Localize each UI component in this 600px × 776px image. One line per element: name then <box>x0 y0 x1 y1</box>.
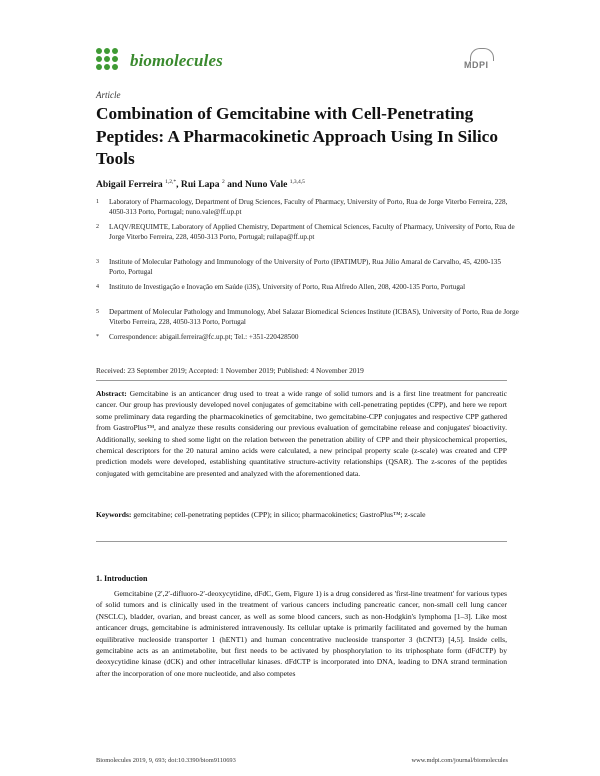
publisher-logo <box>462 48 502 76</box>
abstract <box>96 388 507 479</box>
affiliation-text: LAQV/REQUIMTE, Laboratory of Applied Chemistry, Department of Chemical Sciences, Faculty of Pharmacy, University of Porto, Rua de Jorge Viterbo Ferreira, 228, 4050-313 Porto, Portugal; ruilapa@ff.up.pt <box>109 223 515 242</box>
affiliation-number: 1 <box>96 199 99 205</box>
author-name: Rui Lapa <box>180 179 220 191</box>
author-name: Nuno Vale <box>244 179 288 191</box>
abstract-label: Abstract: <box>96 389 127 398</box>
affiliation-text: Institute of Molecular Pathology and Immunology of the University of Porto (IPATIMUP), Rua Júlio Amaral de Carvalho, 45, 4200-135 Porto, Portugal <box>109 258 501 277</box>
divider <box>96 380 507 381</box>
footer-citation: Biomolecules 2019, 9, 693; doi:10.3390/biom9110693 <box>96 757 236 764</box>
affiliation-item <box>96 282 520 303</box>
section-heading: 1. Introduction <box>96 574 148 583</box>
author-name: Abigail Ferreira <box>96 179 163 191</box>
affiliation-text: Department of Molecular Pathology and Immunology, Abel Salazar Biomedical Sciences Institute (ICBAS), University of Porto, Rua de Jorge Viterbo Ferreira, 228, 4050-313 Porto, Portugal <box>109 308 519 327</box>
footer-url[interactable]: www.mdpi.com/journal/biomolecules <box>411 757 508 764</box>
abstract-text: Gemcitabine is an anticancer drug used to treat a wide range of solid tumors and is a first line treatment for pancreatic cancer. Our group has previously developed novel conjugates of gemcitabine with cell-penetrating peptides (CPP), and here we report some preliminary data regarding the pharmacokinetics of gemcitabine, two gemcitabine-CPP conjugates and respective CPP gathered from GastroPlus™, and analyze these results considering our previous evaluation of gemcitabine release and conjugates' bioactivity. Additionally, seeking to shed some light on the relation between the penetration ability of CPP and their physicochemical properties, chemical descriptors for the 20 natural amino acids were calculated, a new principal property scale (z-scale) was created and CPP prediction models were developed, establishing quantitative structure-activity relationships (QSAR). The z-scores of the peptides conjugated with gemcitabine are presented and analyzed with the aforementioned data. <box>96 389 507 478</box>
keywords <box>96 509 507 520</box>
divider <box>96 541 507 542</box>
affiliation-number: 4 <box>96 284 99 290</box>
affiliation-number: * <box>96 334 99 340</box>
publisher-name: MDPI <box>464 60 489 70</box>
affiliation-text: Instituto de Investigação e Inovação em Saúde (i3S), University of Porto, Rua Alfredo Allen, 208, 4200-135 Porto, Portugal <box>109 283 466 291</box>
paper-title: Combination of Gemcitabine with Cell-Penetrating Peptides: A Pharmacokinetic Approach Using In Silico Tools <box>96 104 498 168</box>
keywords-text: gemcitabine; cell-penetrating peptides (CPP); in silico; pharmacokinetics; GastroPlus™; z-scale <box>133 510 426 519</box>
article-type: Article <box>96 90 121 100</box>
body-paragraph: Gemcitabine (2′,2′-difluoro-2′-deoxycytidine, dFdC, Gem, Figure 1) is a drug considered as 'first-line treatment' for various types of solid tumors and is clinically used in the treatment of various cancers including pancreatic cancer, non-small cell lung cancer (NSCLC), bladder, ovarian, and breast cancer, as well as some blood cancers, such as non-Hodgkin's lymphoma [1–3]. Like most anticancer drugs, gemcitabine is administered intravenously. Its cellular uptake is primarily facilitated and governed by the human equilibrative nucleoside transporter 1 (hENT1) and human concentrative nucleoside transporter 3 (hCNT3) [4,5]. Inside cells, gemcitabine acts as an antimetabolite, but first needs to be activated by phosphorylation to its triphosphate form (dFdCTP) by deoxycytidine kinase (dCK) and other intracellular kinases. dFdCTP is incorporated into DNA, leading to DNA strand termination after the incorporation of one more nucleotide, and also competes <box>96 589 508 678</box>
affiliation-number: 5 <box>96 309 99 315</box>
affiliation-item <box>96 257 520 278</box>
keywords-label: Keywords: <box>96 510 132 519</box>
affiliation-item <box>96 197 520 218</box>
publication-dates: Received: 23 September 2019; Accepted: 1 November 2019; Published: 4 November 2019 <box>96 366 364 375</box>
journal-logo-icon <box>96 48 124 76</box>
author-affiliation-marker: 2 <box>221 179 225 185</box>
journal-name: biomolecules <box>130 51 223 70</box>
affiliation-item <box>96 222 520 253</box>
author-affiliation-marker: 1,2,* <box>165 179 177 185</box>
author-list: Abigail Ferreira $^{1,2,*}$, Rui Lapa $^2$ and Nuno Vale $^{1,3,4,5}$ <box>96 179 305 191</box>
correspondence <box>96 332 520 343</box>
author-affiliation-marker: 1,3,4,5 <box>289 179 305 185</box>
correspondence-text: Correspondence: abigail.ferreira@fc.up.pt; Tel.: +351-220428500 <box>109 333 299 341</box>
affiliation-text: Laboratory of Pharmacology, Department of Drug Sciences, Faculty of Pharmacy, University of Porto, Rua de Jorge Viterbo Ferreira, 228, 4050-313 Porto, Portugal; nuno.vale@ff.up.pt <box>109 198 508 217</box>
affiliation-number: 3 <box>96 259 99 265</box>
affiliation-number: 2 <box>96 224 99 230</box>
affiliation-item <box>96 307 520 328</box>
